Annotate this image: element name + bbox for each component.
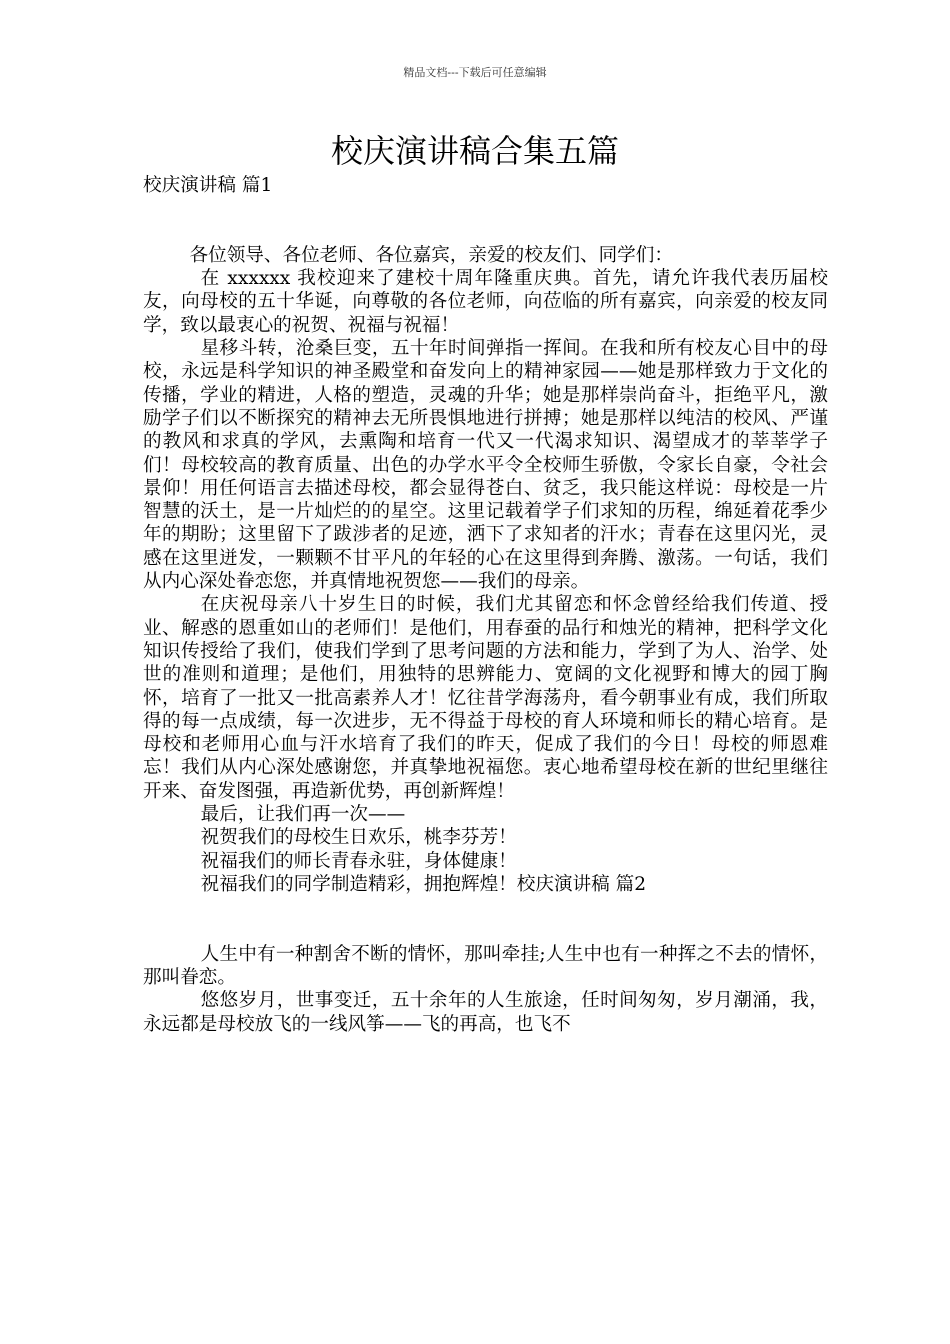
closing-line: 祝贺我们的母校生日欢乐，桃李芬芳！ [200,827,517,849]
blank-spacer [143,197,828,244]
body-paragraph: 在 xxxxxx 我校迎来了建校十周年隆重庆典。首先，请允许我代表历届校友，向母校的五十华诞，向尊敬的各位老师，向莅临的所有嘉宾，向亲爱的校友同学，致以最衷心的祝贺、祝福与祝福！ [143,268,828,336]
blank-spacer [143,896,828,943]
closing-line: 祝福我们的师长青春永驻，身体健康！ [200,850,517,872]
salutation-line: 各位领导、各位老师、各位嘉宾，亲爱的校友们、同学们： [189,244,673,266]
closing-line: 最后，让我们再一次—— [200,804,406,826]
header-note: 精品文档---下载后可任意编辑 [403,66,547,79]
body-paragraph: 在庆祝母亲八十岁生日的时候，我们尤其留恋和怀念曾经给我们传道、授业、解惑的恩重如山的老师们！是他们，用春蚕的品行和烛光的精神，把科学文化知识传授给了我们，使我们学到了思考问题的方法和能力，学到了为人、治学、处世的准则和道理；是他们，用独特的思辨能力、宽阔的文化视野和博大的园丁胸怀，培育了一批又一批高素养人才！忆往昔学海荡舟，看今朝事业有成，我们所取得的每一点成绩，每一次进步，无不得益于母校的育人环境和师长的精心培育。是母校和老师用心血与汗水培育了我们的昨天，促成了我们的今日！母校的师恩难忘！我们从内心深处感谢您，并真挚地祝福您。衷心地希望母校在新的世纪里继往开来、奋发图强，再造新优势，再创新辉煌！ [143,594,828,802]
closing-line: 祝福我们的同学制造精彩，拥抱辉煌！校庆演讲稿 篇2 [200,873,647,895]
body-paragraph: 人生中有一种割舍不断的情怀，那叫牵挂;人生中也有一种挥之不去的情怀，那叫眷恋。 [143,943,828,989]
body-paragraph: 悠悠岁月，世事变迁，五十余年的人生旅途，任时间匆匆，岁月潮涌，我，永远都是母校放飞的一线风筝——飞的再高，也飞不 [143,990,828,1035]
document-body [143,174,828,1036]
body-paragraph: 星移斗转，沧桑巨变，五十年时间弹指一挥间。在我和所有校友心目中的母校，永远是科学知识的神圣殿堂和奋发向上的精神家园——她是那样致力于文化的传播，学业的精进，人格的塑造，灵魂的升华；她是那样崇尚奋斗，拒绝平凡，激励学子们以不断探究的精神去无所畏惧地进行拼搏；她是那样以纯洁的校风、严谨的教风和求真的学风，去熏陶和培育一代又一代渴求知识、渴望成才的莘莘学子们！母校较高的教育质量、出色的办学水平令全校师生骄傲，令家长自豪，令社会景仰！用任何语言去描述母校，都会显得苍白、贫乏，我只能这样说：母校是一片智慧的沃土，是一片灿烂的的星空。这里记载着学子们求知的历程，绵延着花季少年的期盼；这里留下了跋涉者的足迹，洒下了求知者的汗水；青春在这里闪光，灵感在这里迸发，一颗颗不甘平凡的年轻的心在这里得到奔腾、激荡。一句话，我们从内心深处眷恋您，并真情地祝贺您——我们的母亲。 [143,338,828,593]
document-title: 校庆演讲稿合集五篇 [330,132,619,170]
section-heading: 校庆演讲稿 篇1 [143,175,273,196]
